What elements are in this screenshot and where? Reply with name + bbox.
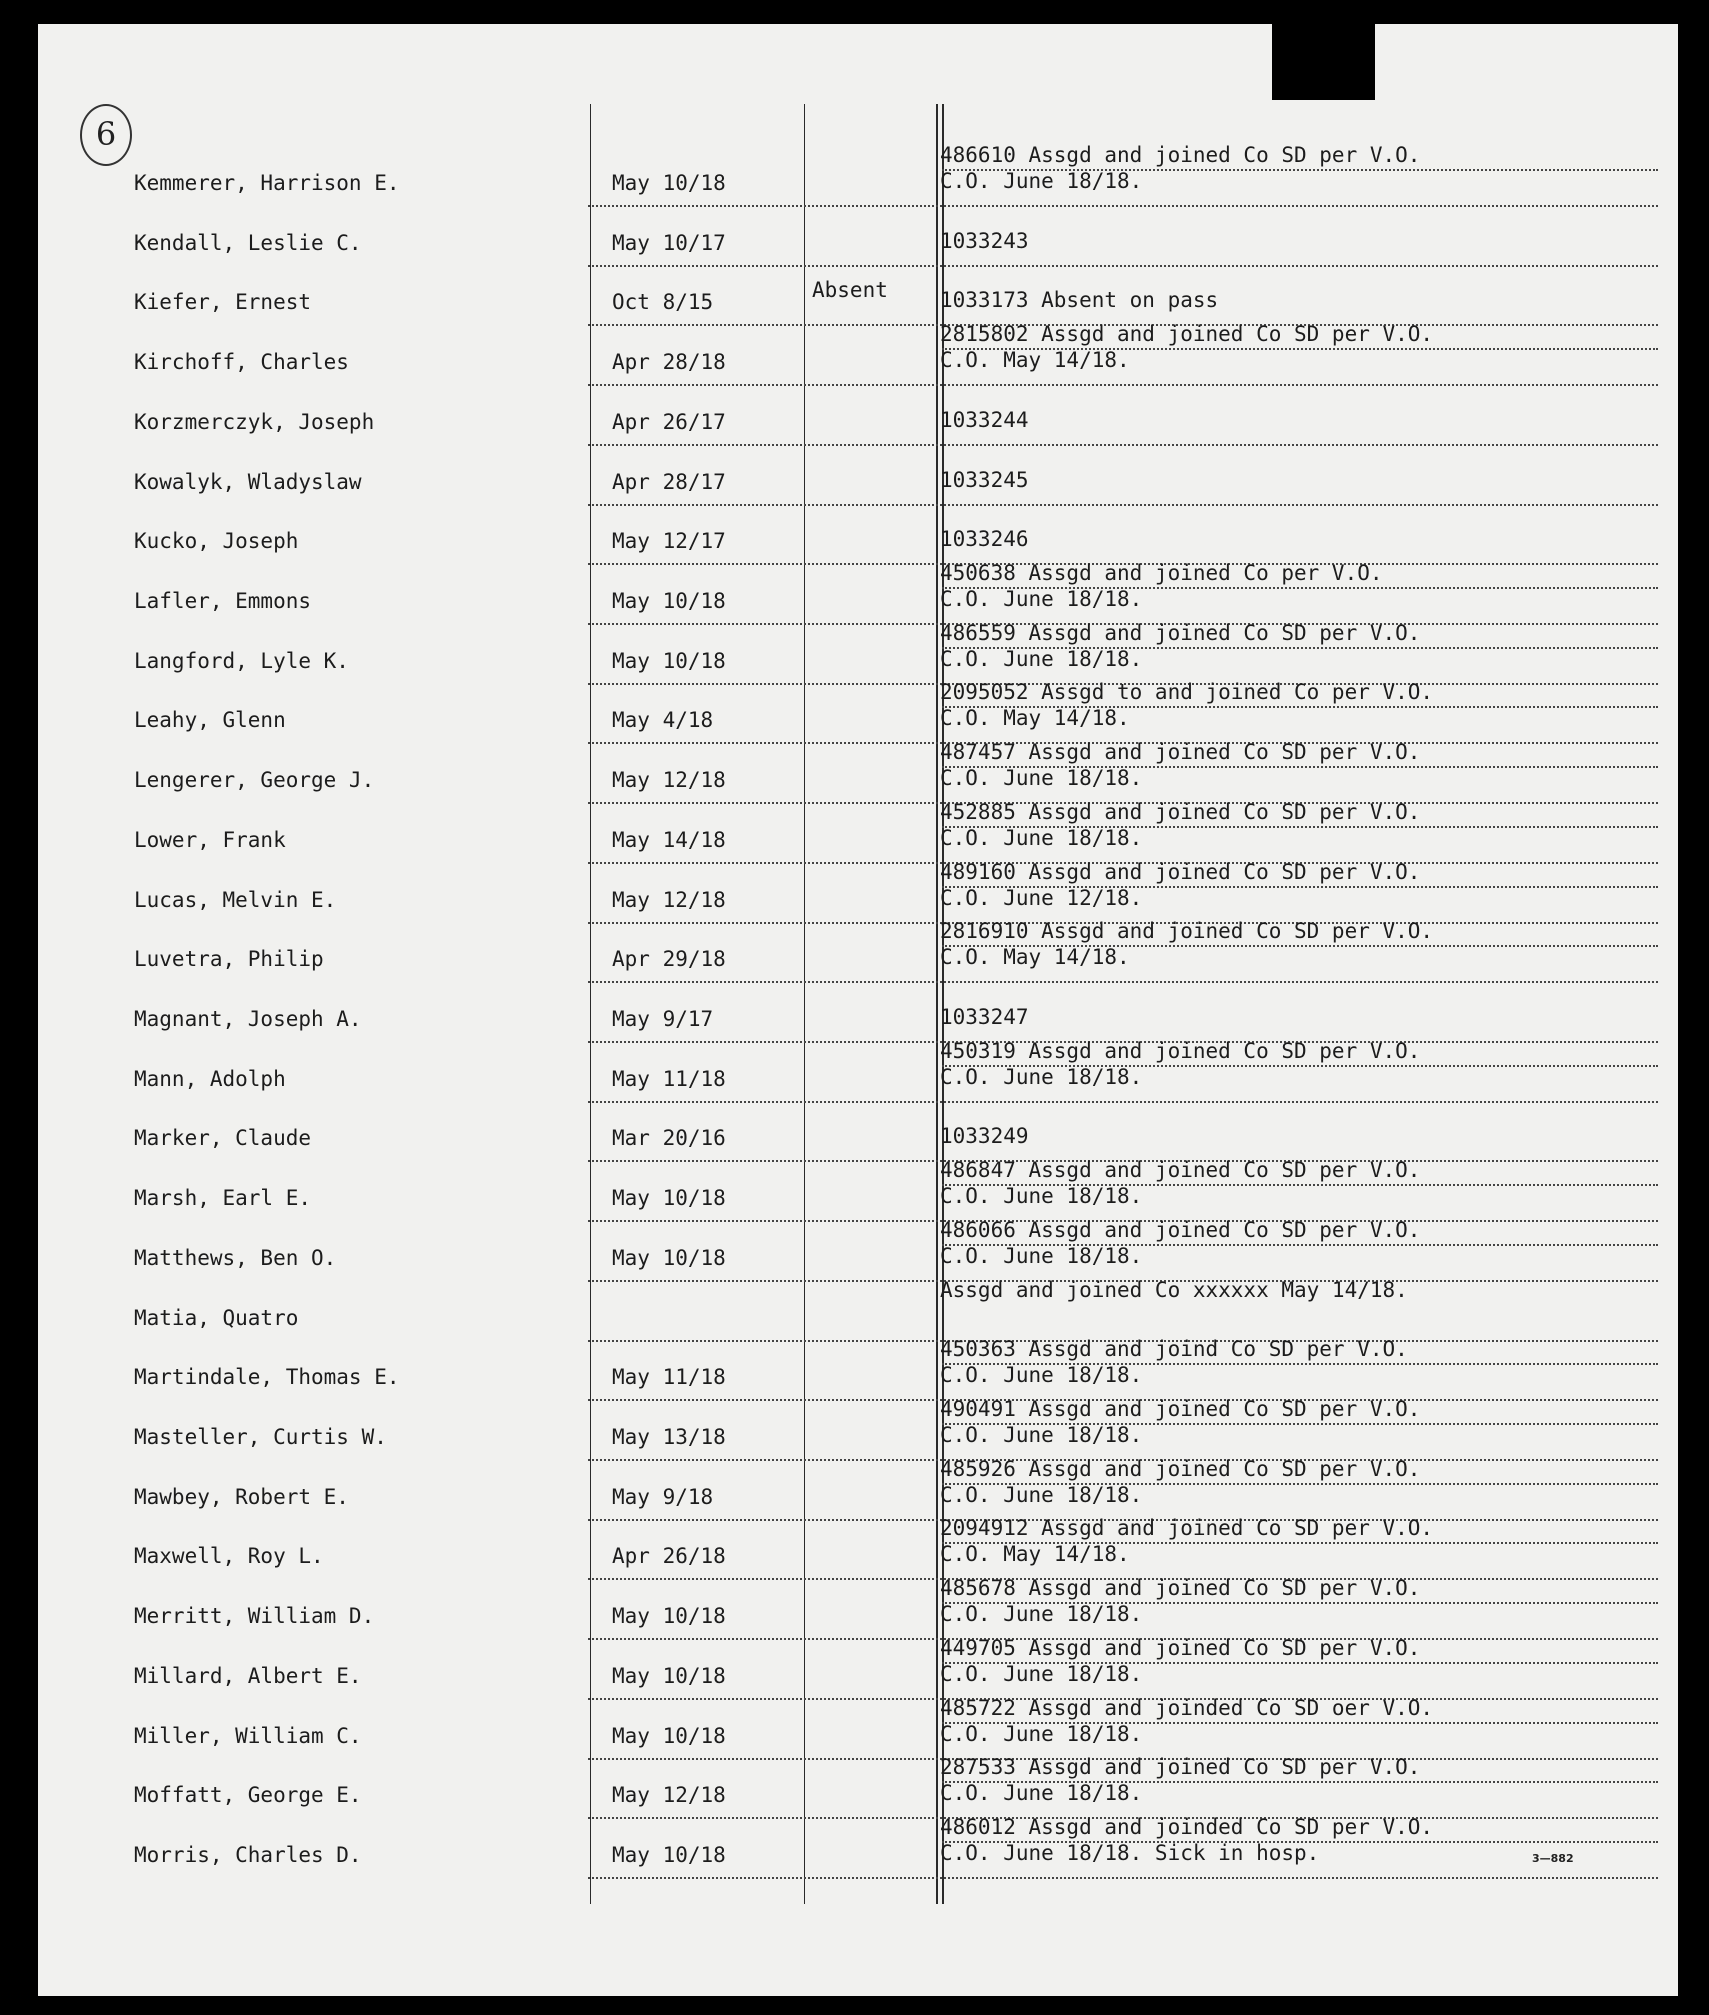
remark-line-1: 485678 Assgd and joined Co SD per V.O.	[940, 1576, 1421, 1601]
black-corner-tab	[1272, 24, 1375, 100]
soldier-name: Mann, Adolph	[134, 1066, 286, 1091]
enlistment-date: Apr 26/18	[612, 1544, 726, 1569]
remark-mid-rule	[942, 348, 1658, 350]
soldier-name: Lower, Frank	[134, 827, 286, 852]
remark-mid-rule	[942, 1244, 1658, 1246]
soldier-name: Kucko, Joseph	[134, 529, 299, 554]
soldier-name: Marker, Claude	[134, 1126, 312, 1151]
remark-mid-rule	[942, 1781, 1658, 1783]
remark-line-2: 1033243	[940, 228, 1029, 253]
remark-line-2: C.O. June 18/18.	[940, 1482, 1143, 1507]
soldier-name: Lucas, Melvin E.	[134, 887, 337, 912]
enlistment-date: May 10/18	[612, 1843, 726, 1867]
column-divider-remarks	[936, 104, 938, 1904]
row-rule	[588, 981, 1658, 983]
soldier-name: Moffatt, George E.	[134, 1783, 362, 1808]
enlistment-date: Apr 29/18	[612, 947, 726, 972]
remark-line-1: 486559 Assgd and joined Co SD per V.O.	[940, 620, 1421, 645]
remark-mid-rule	[942, 1662, 1658, 1664]
remark-mid-rule	[942, 1542, 1658, 1544]
soldier-name: Korzmerczyk, Joseph	[134, 409, 375, 434]
enlistment-date: May 10/18	[612, 171, 726, 195]
remark-line-1: 487457 Assgd and joined Co SD per V.O.	[940, 740, 1421, 765]
remark-line-2: 1033173 Absent on pass	[940, 288, 1219, 313]
remark-mid-rule	[942, 1483, 1658, 1485]
remark-mid-rule	[942, 826, 1658, 828]
remark-line-2: C.O. June 18/18.	[940, 1184, 1143, 1209]
soldier-name: Martindale, Thomas E.	[134, 1365, 400, 1390]
remark-line-2: C.O. June 18/18.	[940, 1064, 1143, 1089]
row-rule	[588, 444, 1658, 446]
remark-line-2: C.O. May 14/18.	[940, 945, 1130, 970]
remark-line-2: 1033246	[940, 527, 1029, 552]
soldier-name: Matia, Quatro	[134, 1305, 299, 1330]
remark-line-1: 485926 Assgd and joined Co SD per V.O.	[940, 1456, 1421, 1481]
column-divider-date	[590, 104, 591, 1904]
row-rule	[588, 384, 1658, 386]
enlistment-date: May 12/18	[612, 768, 726, 793]
remark-mid-rule	[942, 587, 1658, 589]
remark-line-1: 490491 Assgd and joined Co SD per V.O.	[940, 1397, 1421, 1421]
roster-page	[38, 24, 1678, 1996]
remark-mid-rule	[942, 1722, 1658, 1724]
remark-line-2: C.O. June 12/18.	[940, 885, 1143, 910]
remark-mid-rule	[942, 945, 1658, 947]
remark-mid-rule	[942, 1363, 1658, 1365]
remark-line-1: 450363 Assgd and joind Co SD per V.O.	[940, 1337, 1408, 1362]
soldier-name: Kirchoff, Charles	[134, 350, 349, 375]
remark-mid-rule	[942, 1602, 1658, 1604]
remark-line-1: 485722 Assgd and joinded Co SD oer V.O.	[940, 1695, 1434, 1720]
soldier-name: Leahy, Glenn	[134, 708, 286, 733]
remark-line-1: 2095052 Assgd to and joined Co per V.O.	[940, 680, 1434, 705]
remark-line-1: 2815802 Assgd and joined Co SD per V.O.	[940, 322, 1434, 347]
remark-mid-rule	[942, 766, 1658, 768]
enlistment-date: Apr 26/17	[612, 409, 726, 434]
row-rule	[588, 1101, 1658, 1103]
enlistment-date: Oct 8/15	[612, 290, 714, 315]
soldier-name: Marsh, Earl E.	[134, 1186, 312, 1211]
status-text: Absent	[812, 278, 888, 303]
remark-line-2: C.O. June 18/18.	[940, 587, 1143, 611]
remark-line-2: C.O. May 14/18.	[940, 706, 1130, 731]
remark-line-2: C.O. June 18/18.	[940, 1423, 1143, 1447]
remark-line-1: 449705 Assgd and joined Co SD per V.O.	[940, 1635, 1421, 1660]
enlistment-date: May 14/18	[612, 827, 726, 852]
remark-line-2: C.O. June 18/18.	[940, 1602, 1143, 1627]
remark-line-1: 287533 Assgd and joined Co SD per V.O.	[940, 1755, 1421, 1780]
enlistment-date: May 11/18	[612, 1365, 726, 1390]
remark-line-1: 2094912 Assgd and joined Co SD per V.O.	[940, 1516, 1434, 1541]
remark-line-2: C.O. June 18/18.	[940, 169, 1143, 193]
enlistment-date: May 9/17	[612, 1007, 714, 1031]
remark-line-2: C.O. May 14/18.	[940, 348, 1130, 373]
remark-line-1: 486066 Assgd and joined Co SD per V.O.	[940, 1217, 1421, 1242]
remark-line-1: 486610 Assgd and joined Co SD per V.O.	[940, 143, 1421, 167]
remark-line-1: 489160 Assgd and joined Co SD per V.O.	[940, 859, 1421, 884]
remark-line-2: C.O. June 18/18. Sick in hosp.	[940, 1841, 1320, 1865]
remark-mid-rule	[942, 169, 1658, 171]
soldier-name: Miller, William C.	[134, 1723, 362, 1748]
remark-line-2: 1033244	[940, 407, 1029, 432]
enlistment-date: May 10/18	[612, 1663, 726, 1688]
remark-line-1: 450638 Assgd and joined Co per V.O.	[940, 561, 1383, 585]
enlistment-date: May 11/18	[612, 1066, 726, 1091]
enlistment-date: May 10/18	[612, 1604, 726, 1629]
column-divider-status	[804, 104, 805, 1904]
soldier-name: Kiefer, Ernest	[134, 290, 312, 315]
soldier-name: Millard, Albert E.	[134, 1663, 362, 1688]
soldier-name: Kowalyk, Wladyslaw	[134, 469, 362, 494]
remark-line-2: C.O. June 18/18.	[940, 766, 1143, 791]
soldier-name: Kemmerer, Harrison E.	[134, 171, 400, 195]
enlistment-date: Apr 28/17	[612, 469, 726, 494]
remark-line-2: C.O. June 18/18.	[940, 1243, 1143, 1268]
soldier-name: Merritt, William D.	[134, 1604, 375, 1629]
page-number: 6	[80, 104, 132, 166]
soldier-name: Mawbey, Robert E.	[134, 1484, 349, 1509]
enlistment-date: May 13/18	[612, 1425, 726, 1449]
enlistment-date: May 10/18	[612, 1245, 726, 1270]
remark-line-1: 486847 Assgd and joined Co SD per V.O.	[940, 1158, 1421, 1183]
soldier-name: Luvetra, Philip	[134, 947, 324, 972]
remark-mid-rule	[942, 1065, 1658, 1067]
enlistment-date: May 12/18	[612, 887, 726, 912]
enlistment-date: May 10/18	[612, 1723, 726, 1748]
enlistment-date: May 12/17	[612, 529, 726, 554]
remark-line-2: 1033245	[940, 467, 1029, 492]
remark-line-2: 1033249	[940, 1124, 1029, 1149]
remark-line-2: C.O. June 18/18.	[940, 1661, 1143, 1686]
remark-line-2: C.O. June 18/18.	[940, 825, 1143, 850]
soldier-name: Masteller, Curtis W.	[134, 1425, 387, 1449]
enlistment-date: May 10/18	[612, 648, 726, 673]
remark-mid-rule	[942, 1184, 1658, 1186]
enlistment-date: May 4/18	[612, 708, 714, 733]
remark-mid-rule	[942, 1841, 1658, 1843]
remark-line-2: C.O. June 18/18.	[940, 1363, 1143, 1388]
enlistment-date: May 12/18	[612, 1783, 726, 1808]
remark-mid-rule	[942, 1423, 1658, 1425]
remark-line-1: Assgd and joined Co xxxxxx May 14/18.	[940, 1277, 1408, 1302]
enlistment-date: May 9/18	[612, 1484, 714, 1509]
enlistment-date: Apr 28/18	[612, 350, 726, 375]
remark-line-1: 2816910 Assgd and joined Co SD per V.O.	[940, 919, 1434, 944]
soldier-name: Morris, Charles D.	[134, 1843, 362, 1867]
row-rule	[588, 265, 1658, 267]
enlistment-date: May 10/17	[612, 230, 726, 255]
remark-line-1: 450319 Assgd and joined Co SD per V.O.	[940, 1038, 1421, 1063]
soldier-name: Lengerer, George J.	[134, 768, 375, 793]
remark-mid-rule	[942, 647, 1658, 649]
soldier-name: Maxwell, Roy L.	[134, 1544, 324, 1569]
form-number: 3—882	[1532, 1852, 1574, 1865]
remark-line-2: C.O. June 18/18.	[940, 1781, 1143, 1806]
remark-line-2: C.O. May 14/18.	[940, 1542, 1130, 1567]
remark-line-1: 452885 Assgd and joined Co SD per V.O.	[940, 799, 1421, 824]
enlistment-date: May 10/18	[612, 589, 726, 613]
column-divider-remarks-double	[942, 104, 944, 1904]
remark-line-2: 1033247	[940, 1005, 1029, 1029]
soldier-name: Langford, Lyle K.	[134, 648, 349, 673]
remark-mid-rule	[942, 886, 1658, 888]
remark-mid-rule	[942, 706, 1658, 708]
enlistment-date: May 10/18	[612, 1186, 726, 1211]
row-rule	[588, 1877, 1658, 1879]
soldier-name: Matthews, Ben O.	[134, 1245, 337, 1270]
enlistment-date: Mar 20/16	[612, 1126, 726, 1151]
soldier-name: Lafler, Emmons	[134, 589, 312, 613]
remark-line-2: C.O. June 18/18.	[940, 646, 1143, 671]
soldier-name: Magnant, Joseph A.	[134, 1007, 362, 1031]
row-rule	[588, 504, 1658, 506]
remark-line-2: C.O. June 18/18.	[940, 1721, 1143, 1746]
row-rule	[588, 205, 1658, 207]
remark-line-1: 486012 Assgd and joinded Co SD per V.O.	[940, 1815, 1434, 1839]
soldier-name: Kendall, Leslie C.	[134, 230, 362, 255]
